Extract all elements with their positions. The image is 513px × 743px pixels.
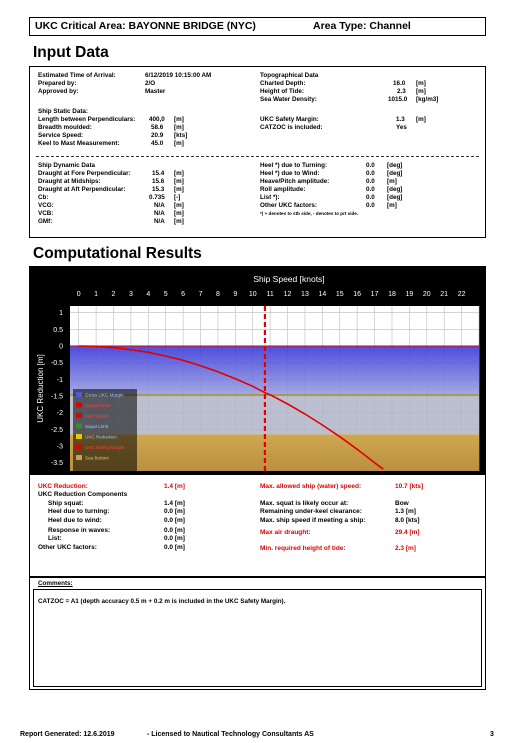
margin-value: 1.3	[396, 116, 405, 123]
max-speed-label: Max. allowed ship (water) speed:	[260, 483, 362, 490]
air-draught-value: 29.4 [m]	[395, 529, 420, 536]
max-speed-value: 10.7 [kts]	[395, 483, 424, 490]
y-tick-label: 0	[59, 343, 63, 351]
dynamic-value: 15.3	[152, 186, 165, 193]
comments-field	[33, 589, 482, 687]
topo-value: 1015.0	[388, 96, 408, 103]
x-tick-label: 10	[248, 291, 257, 298]
chart-title: Ship Speed [knots]	[253, 274, 325, 284]
input-data-box	[29, 66, 486, 238]
area-type: Area Type: Channel	[313, 20, 411, 32]
static-value: 45.0	[151, 140, 164, 147]
dynamic-value: 0.735	[149, 194, 165, 201]
heel-value: 0.0	[366, 202, 375, 209]
legend-label: Squat Curve	[85, 403, 111, 408]
x-tick-label: 8	[215, 291, 220, 298]
heel-unit: [m]	[387, 178, 397, 185]
legend-swatch	[76, 392, 82, 397]
topo-label: Sea Water Density:	[260, 96, 317, 103]
y-tick-label: -3.5	[50, 460, 63, 468]
ukc-reduction-label: UKC Reduction:	[38, 483, 88, 490]
dynamic-unit: [m]	[174, 178, 184, 185]
static-value: 20.9	[151, 132, 164, 139]
component-value: 0.0 [m]	[164, 544, 185, 551]
x-tick-label: 2	[111, 291, 116, 298]
static-label: Length between Perpendiculars:	[38, 116, 136, 123]
component-label: Heel due to wind:	[48, 517, 102, 524]
y-tick-label: -0.5	[50, 360, 63, 368]
result-value: 1.3 [m]	[395, 508, 416, 515]
gross-ukc-margin-band	[70, 346, 479, 395]
static-value: 58.6	[151, 124, 164, 131]
dynamic-unit: [m]	[174, 218, 184, 225]
dynamic-title: Ship Dynamic Data	[38, 162, 96, 169]
heel-label: Roll amplitude:	[260, 186, 306, 193]
legend-swatch	[76, 434, 82, 439]
y-axis-label: UKC Reduction [m]	[36, 354, 45, 423]
eta-value: 6/12/2019 10:15:00 AM	[145, 72, 212, 79]
topo-unit: [m]	[416, 88, 426, 95]
y-tick-label: 1	[59, 310, 63, 318]
heel-value: 0.0	[366, 178, 375, 185]
approved-value: Master	[145, 88, 166, 95]
report-generated: Report Generated: 12.6.2019	[20, 731, 115, 738]
heel-label: Heel *) due to Turning:	[260, 162, 328, 169]
dynamic-label: Draught at Midships:	[38, 178, 101, 185]
divider	[36, 156, 479, 157]
x-tick-label: 12	[283, 291, 292, 298]
dynamic-label: Cb:	[38, 194, 49, 201]
component-value: 0.0 [m]	[164, 508, 185, 515]
min-tide-label: Min. required height of tide:	[260, 545, 346, 552]
y-tick-label: 0.5	[53, 326, 63, 334]
margin-unit: [m]	[416, 116, 426, 123]
dynamic-value: N/A	[154, 202, 165, 209]
x-tick-label: 11	[266, 291, 274, 298]
comments-label: Comments:	[38, 580, 73, 587]
dynamic-value: 15.4	[152, 170, 165, 177]
x-tick-label: 7	[198, 291, 203, 298]
heel-unit: [deg]	[387, 186, 403, 193]
result-label: Max. ship speed if meeting a ship:	[260, 517, 366, 524]
heel-label: Other UKC factors:	[260, 202, 318, 209]
component-label: Ship squat:	[48, 500, 84, 507]
y-tick-label: -1	[56, 376, 63, 384]
dynamic-unit: [m]	[174, 186, 184, 193]
components-label: UKC Reduction Components	[38, 491, 128, 498]
component-value: 1.4 [m]	[164, 500, 185, 507]
topo-label: Height of Tide:	[260, 88, 304, 95]
x-tick-label: 19	[405, 291, 414, 298]
dynamic-label: VCG:	[38, 202, 54, 209]
topo-unit: [kg/m3]	[416, 96, 439, 103]
heel-value: 0.0	[366, 194, 375, 201]
component-label: Other UKC factors:	[38, 544, 97, 551]
ukc-reduction-value: 1.4 [m]	[164, 483, 185, 490]
heel-unit: [deg]	[387, 194, 403, 201]
component-label: List:	[48, 535, 62, 542]
component-label: Heel due to turning:	[48, 508, 110, 515]
heel-label: List *):	[260, 194, 280, 201]
heel-unit: [deg]	[387, 170, 403, 177]
x-tick-label: 9	[233, 291, 238, 298]
x-tick-label: 15	[335, 291, 344, 298]
x-tick-label: 3	[128, 291, 133, 298]
chart-legend	[73, 389, 137, 471]
y-tick-label: -3	[56, 443, 63, 451]
component-value: 0.0 [m]	[164, 517, 185, 524]
dynamic-label: Draught at Aft Perpendicular:	[38, 186, 126, 193]
legend-label: Sea Bottom	[85, 455, 110, 461]
static-label: Keel to Mast Measurement:	[38, 140, 120, 147]
dynamic-value: 15.6	[152, 178, 165, 185]
x-tick-label: 1	[94, 291, 99, 298]
license-text: - Licensed to Nautical Technology Consultants AS	[147, 731, 314, 738]
catzoc-value: Yes	[396, 124, 407, 131]
heel-value: 0.0	[366, 186, 375, 193]
x-tick-label: 13	[301, 291, 309, 298]
x-tick-label: 6	[181, 291, 186, 298]
ukc-chart	[30, 267, 485, 475]
static-value: 400,0	[149, 116, 165, 123]
legend-label: Gross UKC Margin	[85, 392, 124, 398]
static-title: Ship Static Data:	[38, 108, 89, 115]
computational-results-title: Computational Results	[33, 245, 202, 262]
y-tick-label: -2	[56, 410, 63, 418]
heel-value: 0.0	[366, 170, 375, 177]
topo-value: 16.0	[393, 80, 406, 87]
result-label: Remaining under-keel clearance:	[260, 508, 362, 515]
comments-text: CATZOC = A1 (depth accuracy 0.5 m + 0.2 m is included in the UKC Safety Margin).	[38, 598, 286, 605]
legend-label: UKC Safety Margin	[85, 445, 125, 450]
dynamic-label: Draught at Fore Perpendicular:	[38, 170, 131, 177]
eta-label: Estimated Time of Arrival:	[38, 72, 116, 79]
dynamic-unit: [-]	[174, 194, 181, 201]
x-tick-label: 4	[146, 291, 151, 298]
topo-value: 2.3	[397, 88, 406, 95]
heel-label: Heel *) due to Wind:	[260, 170, 320, 177]
heel-unit: [deg]	[387, 162, 403, 169]
x-tick-label: 17	[370, 291, 379, 298]
dynamic-value: N/A	[154, 218, 165, 225]
prepared-label: Prepared by:	[38, 80, 77, 87]
topo-label: Charted Depth:	[260, 80, 306, 87]
y-tick-label: -2.5	[50, 426, 63, 434]
report-header	[29, 17, 486, 36]
dynamic-label: GMf:	[38, 218, 53, 225]
comments-box	[29, 576, 486, 690]
static-unit: [m]	[174, 124, 184, 131]
static-label: Breadth moulded:	[38, 124, 92, 131]
result-label: Max. squat is likely occur at:	[260, 500, 349, 507]
heel-unit: [m]	[387, 202, 397, 209]
static-unit: [kts]	[174, 132, 188, 139]
heel-label: Heave/Pitch amplitude:	[260, 178, 330, 185]
dynamic-unit: [m]	[174, 202, 184, 209]
topo-unit: [m]	[416, 80, 426, 87]
x-tick-label: 14	[318, 291, 327, 298]
dynamic-unit: [m]	[174, 170, 184, 177]
x-tick-label: 5	[163, 291, 168, 298]
legend-swatch	[76, 424, 82, 429]
prepared-value: 2/O	[145, 80, 156, 87]
component-label: Response in waves:	[48, 527, 111, 534]
y-tick-label: -1.5	[50, 393, 63, 401]
x-tick-label: 18	[388, 291, 396, 298]
x-tick-label: 0	[76, 291, 81, 298]
component-value: 0.0 [m]	[164, 527, 185, 534]
dynamic-label: VCB:	[38, 210, 54, 217]
component-value: 0.0 [m]	[164, 535, 185, 542]
catzoc-label: CATZOC is included:	[260, 124, 323, 131]
heel-value: 0.0	[366, 162, 375, 169]
legend-label: Squat Limit	[85, 424, 108, 429]
page-number: 3	[490, 731, 494, 738]
legend-swatch	[76, 403, 82, 408]
input-data-title: Input Data	[33, 44, 109, 61]
static-unit: [m]	[174, 140, 184, 147]
air-draught-label: Max air draught:	[260, 529, 311, 536]
legend-swatch	[76, 413, 82, 418]
topo-title: Topographical Data	[260, 72, 319, 79]
x-tick-label: 21	[440, 291, 449, 298]
approved-label: Approved by:	[38, 88, 79, 95]
legend-label: UKC Reduction	[85, 434, 117, 440]
header-title: UKC Critical Area: BAYONNE BRIDGE (NYC)	[35, 20, 256, 32]
x-tick-label: 22	[457, 291, 466, 298]
legend-label: Max Speed	[85, 413, 109, 419]
dynamic-unit: [m]	[174, 210, 184, 217]
result-value: Bow	[395, 500, 409, 507]
legend-swatch	[76, 445, 82, 450]
result-value: 8.0 [kts]	[395, 517, 420, 524]
results-box	[29, 266, 486, 578]
x-tick-label: 20	[422, 291, 431, 298]
legend-swatch	[76, 455, 82, 460]
dynamic-value: N/A	[154, 210, 165, 217]
min-tide-value: 2.3 [m]	[395, 545, 416, 552]
heel-note: *) + denotes to stb side, - denotes to prt side.	[260, 211, 359, 216]
static-label: Service Speed:	[38, 132, 84, 139]
margin-label: UKC Safety Margin:	[260, 116, 319, 123]
x-tick-label: 16	[353, 291, 362, 298]
static-unit: [m]	[174, 116, 184, 123]
